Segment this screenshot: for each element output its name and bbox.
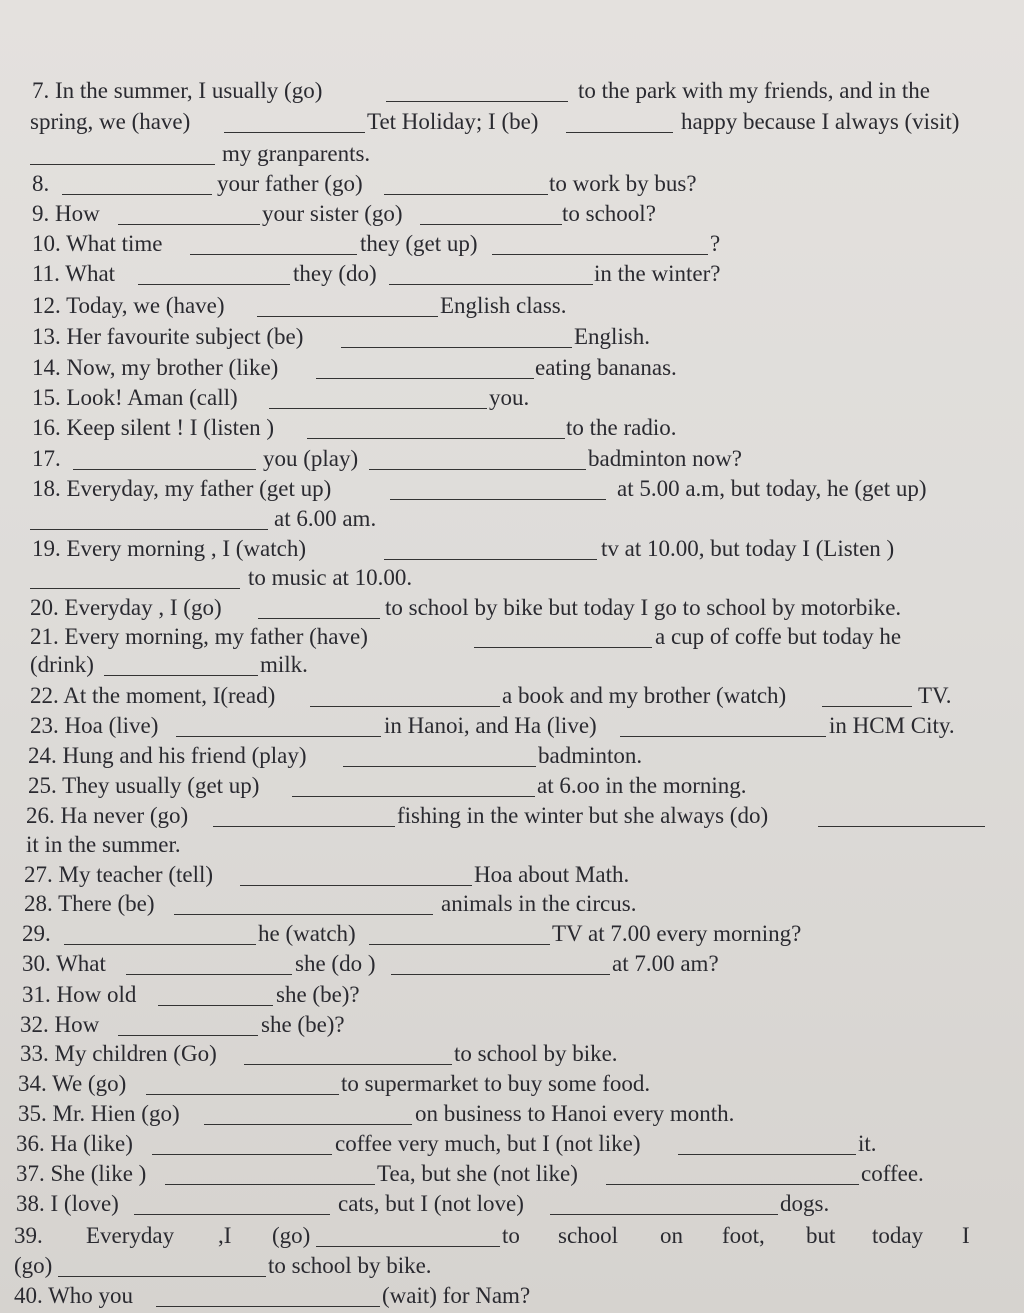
line-text: 31. How old [22,982,137,1007]
exercise-line [0,651,1024,681]
line-text: 18. Everyday, my father (get up) [32,476,332,501]
exercise-line [0,230,1024,260]
line-text: to supermarket to buy some food. [341,1071,651,1096]
line-text: 8. [32,171,50,196]
exercise-line [0,140,1024,170]
line-text: 32. How [20,1012,100,1037]
exercise-line [0,802,1024,832]
exercise-line [0,260,1024,290]
line-text: she (be)? [276,982,360,1007]
answer-blank[interactable] [118,224,260,225]
exercise-line [0,920,1024,950]
line-text: she (do ) [295,951,376,976]
line-text: English class. [440,293,567,318]
answer-blank[interactable] [620,736,826,737]
line-text: cats, but I (not love) [338,1191,524,1216]
line-text: Hoa about Math. [474,862,630,887]
exercise-line [0,292,1024,322]
line-text: (go) [14,1253,53,1278]
answer-blank[interactable] [550,1214,778,1215]
line-text: badminton now? [588,446,742,471]
line-text: your sister (go) [262,201,403,226]
line-text: to music at 10.00. [248,565,413,590]
exercise-line [0,831,1024,861]
answer-blank[interactable] [386,101,568,102]
answer-blank[interactable] [384,194,548,195]
line-text: in the winter? [594,261,721,286]
line-text: Tet Holiday; I (be) [367,109,539,134]
answer-blank[interactable] [310,706,500,707]
line-text: 26. Ha never (go) [26,803,189,828]
line-text: 16. Keep silent ! I (listen ) [32,415,275,440]
exercise-line [0,1070,1024,1100]
answer-blank[interactable] [678,1154,856,1155]
line-text: your father (go) [217,171,363,196]
line-text: to [502,1223,520,1248]
answer-blank[interactable] [73,469,256,470]
line-text: he (watch) [258,921,356,946]
exercise-line [0,623,1024,653]
line-text: 24. Hung and his friend (play) [28,743,307,768]
exercise-line [0,323,1024,353]
line-text: 21. Every morning, my father (have) [30,624,368,649]
exercise-line [0,1011,1024,1041]
answer-blank[interactable] [269,408,487,409]
line-text: 23. Hoa (live) [30,713,159,738]
answer-blank[interactable] [566,132,673,133]
exercise-line [0,950,1024,980]
line-text: I [962,1223,970,1248]
line-text: animals in the circus. [441,891,637,916]
exercise-line [0,1222,1024,1252]
line-text: 30. What [22,951,106,976]
line-text: my granparents. [222,141,371,166]
answer-blank[interactable] [104,675,258,676]
answer-blank[interactable] [58,1276,266,1277]
answer-blank[interactable] [258,618,380,619]
exercise-line [0,981,1024,1011]
line-text: (go) [272,1223,311,1248]
line-text: 36. Ha (like) [16,1131,133,1156]
answer-blank[interactable] [240,885,472,886]
answer-blank[interactable] [420,224,562,225]
line-text: coffee. [861,1161,924,1186]
line-text: (wait) for Nam? [382,1283,531,1308]
line-text: it in the summer. [26,832,181,857]
line-text: (drink) [30,652,94,677]
line-text: 17. [32,446,61,471]
exercise-line [0,1040,1024,1070]
line-text: Everyday [86,1223,175,1248]
answer-blank[interactable] [176,736,381,737]
line-text: fishing in the winter but she always (do) [397,803,769,828]
line-text: milk. [260,652,308,677]
answer-blank[interactable] [118,1035,258,1036]
exercise-line [0,77,1024,107]
answer-blank[interactable] [369,469,586,470]
exercise-line [0,1100,1024,1130]
exercise-line [0,1160,1024,1190]
exercise-line [0,1190,1024,1220]
answer-blank[interactable] [257,316,438,317]
line-text: tv at 10.00, but today I (Listen ) [601,536,895,561]
exercise-line [0,861,1024,891]
answer-blank[interactable] [158,1005,273,1006]
exercise-line [0,772,1024,802]
answer-blank[interactable] [822,706,912,707]
line-text: 11. What [32,261,116,286]
line-text: a cup of coffe but today he [655,624,902,649]
answer-blank[interactable] [62,194,212,195]
answer-blank[interactable] [64,944,256,945]
line-text: 39. [14,1223,43,1248]
line-text: Tea, but she (not like) [377,1161,578,1186]
exercise-line [0,1252,1024,1282]
line-text: 7. In the summer, I usually (go) [32,78,323,103]
line-text: 10. What time [32,231,163,256]
answer-blank[interactable] [606,1184,859,1185]
answer-blank[interactable] [190,254,357,255]
answer-blank[interactable] [384,559,597,560]
line-text: ,I [218,1223,232,1248]
answer-blank[interactable] [156,1306,380,1307]
line-text: they (get up) [360,231,478,256]
line-text: today [872,1223,924,1248]
line-text: ? [710,231,721,256]
line-text: to school by bike but today I go to school by motorbike. [385,595,902,620]
exercise-line [0,445,1024,475]
exercise-line [0,712,1024,742]
line-text: at 7.00 am? [612,951,719,976]
line-text: 14. Now, my brother (like) [32,355,279,380]
answer-blank[interactable] [492,254,708,255]
answer-blank[interactable] [292,796,535,797]
line-text: 27. My teacher (tell) [24,862,214,887]
answer-blank[interactable] [213,826,395,827]
exercise-line [0,1130,1024,1160]
line-text: dogs. [780,1191,830,1216]
exercise-line [0,200,1024,230]
answer-blank[interactable] [316,1246,500,1247]
exercise-line [0,594,1024,624]
answer-blank[interactable] [126,974,292,975]
answer-blank[interactable] [30,529,268,530]
line-text: in Hanoi, and Ha (live) [384,713,597,738]
line-text: 29. [22,921,51,946]
line-text: 25. They usually (get up) [28,773,260,798]
line-text: coffee very much, but I (not like) [335,1131,641,1156]
answer-blank[interactable] [389,284,593,285]
line-text: 22. At the moment, I(read) [30,683,276,708]
line-text: spring, we (have) [30,109,191,134]
line-text: in HCM City. [829,713,955,738]
answer-blank[interactable] [316,378,534,379]
exercise-line [0,108,1024,138]
answer-blank[interactable] [146,1094,339,1095]
line-text: 40. Who you [14,1283,134,1308]
exercise-line [0,475,1024,505]
line-text: 33. My children (Go) [20,1041,217,1066]
line-text: happy because I always (visit) [681,109,960,134]
answer-blank[interactable] [244,1064,452,1065]
exercise-line [0,1282,1024,1312]
line-text: 34. We (go) [18,1071,127,1096]
answer-blank[interactable] [138,284,290,285]
answer-blank[interactable] [391,974,610,975]
line-text: to the park with my friends, and in the [578,78,930,103]
line-text: to school by bike. [454,1041,618,1066]
line-text: you (play) [263,446,359,471]
answer-blank[interactable] [174,914,433,915]
line-text: 28. There (be) [24,891,155,916]
line-text: they (do) [293,261,377,286]
line-text: TV at 7.00 every morning? [552,921,802,946]
line-text: 38. I (love) [16,1191,119,1216]
exercise-line [0,414,1024,444]
line-text: 20. Everyday , I (go) [30,595,222,620]
line-text: 12. Today, we (have) [32,293,225,318]
line-text: 13. Her favourite subject (be) [32,324,304,349]
answer-blank[interactable] [204,1124,412,1125]
answer-blank[interactable] [390,499,606,500]
line-text: 35. Mr. Hien (go) [18,1101,180,1126]
exercise-line [0,354,1024,384]
exercise-line [0,682,1024,712]
exercise-line [0,170,1024,200]
line-text: to work by bus? [549,171,697,196]
line-text: English. [574,324,651,349]
exercise-line [0,564,1024,594]
line-text: to school? [562,201,656,226]
answer-blank[interactable] [30,588,240,589]
line-text: at 5.00 a.m, but today, he (get up) [617,476,927,501]
line-text: 15. Look! Aman (call) [32,385,238,410]
exercise-line [0,890,1024,920]
answer-blank[interactable] [165,1184,375,1185]
exercise-line [0,742,1024,772]
line-text: at 6.oo in the morning. [537,773,747,798]
answer-blank[interactable] [30,164,215,165]
exercise-line [0,505,1024,535]
line-text: school [558,1223,619,1248]
exercise-line [0,535,1024,565]
line-text: she (be)? [261,1012,345,1037]
line-text: on [660,1223,683,1248]
line-text: 9. How [32,201,100,226]
line-text: eating bananas. [535,355,677,380]
answer-blank[interactable] [343,766,536,767]
answer-blank[interactable] [474,647,652,648]
line-text: to the radio. [566,415,677,440]
answer-blank[interactable] [307,438,565,439]
line-text: 19. Every morning , I (watch) [32,536,307,561]
line-text: a book and my brother (watch) [502,683,787,708]
answer-blank[interactable] [134,1214,330,1215]
answer-blank[interactable] [818,826,985,827]
line-text: 37. She (like ) [16,1161,147,1186]
line-text: it. [858,1131,877,1156]
line-text: badminton. [538,743,643,768]
answer-blank[interactable] [369,944,550,945]
line-text: but [806,1223,836,1248]
line-text: TV. [918,683,952,708]
answer-blank[interactable] [152,1154,332,1155]
exercise-line [0,384,1024,414]
line-text: to school by bike. [268,1253,432,1278]
line-text: you. [489,385,530,410]
line-text: foot, [722,1223,765,1248]
line-text: on business to Hanoi every month. [415,1101,735,1126]
answer-blank[interactable] [224,132,365,133]
answer-blank[interactable] [341,347,572,348]
line-text: at 6.00 am. [274,506,377,531]
